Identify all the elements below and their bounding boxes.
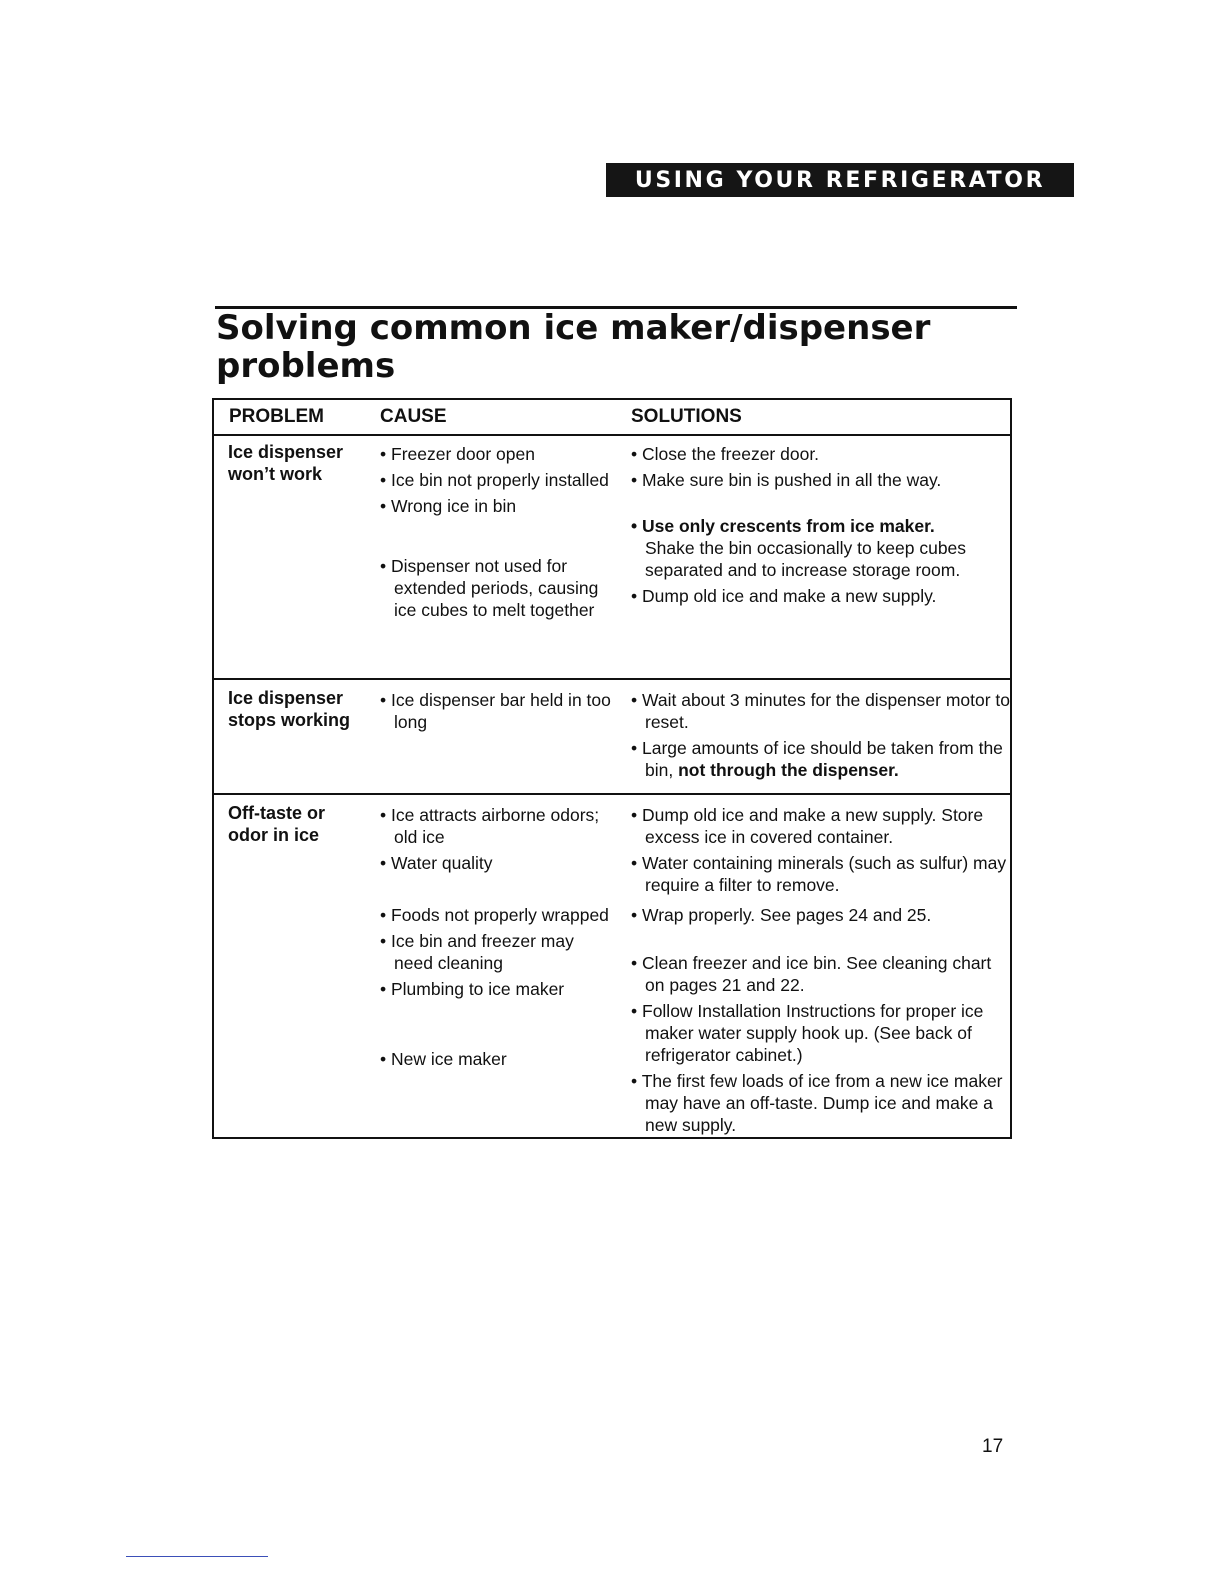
- header-solutions: SOLUTIONS: [631, 406, 742, 427]
- troubleshooting-table: [212, 398, 1012, 1139]
- page-title: Solving common ice maker/dispenser problems: [216, 308, 931, 386]
- cause-list: [380, 689, 615, 737]
- solution-emphasis: not through the dispenser.: [678, 760, 899, 780]
- problem-label: Ice dispenser stops working: [228, 688, 351, 730]
- solution-list: [631, 443, 1011, 611]
- cause-item: • Wrong ice in bin: [380, 495, 615, 517]
- cause-item: • Ice dispenser bar held in too long: [380, 689, 615, 733]
- solution-item: • Make sure bin is pushed in all the way.: [631, 469, 1011, 491]
- solution-text: Large amounts of ice should be taken from the bin,: [642, 738, 1003, 780]
- problem-label: Off-taste or odor in ice: [228, 803, 326, 845]
- solution-item: • Close the freezer door.: [631, 443, 1011, 465]
- cause-item: • Ice attracts airborne odors; old ice: [380, 804, 615, 848]
- solution-detail: Shake the bin occasionally to keep cubes separated and to increase storage room.: [645, 538, 967, 580]
- section-banner: USING YOUR REFRIGERATOR: [606, 163, 1074, 197]
- cause-list: [380, 804, 615, 1074]
- header-problem: PROBLEM: [229, 406, 324, 427]
- solution-item: • Wait about 3 minutes for the dispenser motor to reset.: [631, 689, 1011, 733]
- cause-list: [380, 443, 615, 625]
- cause-item: • Ice bin not properly installed: [380, 469, 615, 491]
- table-row: [214, 795, 1010, 1137]
- table-row: [214, 680, 1010, 795]
- solution-item: • Clean freezer and ice bin. See cleaning chart on pages 21 and 22.: [631, 952, 1011, 996]
- solution-item: • The first few loads of ice from a new ice maker may have an off-taste. Dump ice and make a new supply.: [631, 1070, 1011, 1136]
- solution-list: [631, 804, 1011, 1140]
- cause-item: • Freezer door open: [380, 443, 615, 465]
- cause-item: • Plumbing to ice maker: [380, 978, 615, 1000]
- cause-item: • New ice maker: [380, 1048, 615, 1070]
- header-cause: CAUSE: [380, 406, 447, 427]
- page-number: 17: [982, 1436, 1004, 1457]
- cause-item: • Water quality: [380, 852, 615, 874]
- solution-item: [631, 737, 1011, 781]
- problem-label: Ice dispenser won’t work: [228, 442, 344, 484]
- cause-item: • Foods not properly wrapped: [380, 904, 615, 926]
- solution-item: • Wrap properly. See pages 24 and 25.: [631, 904, 1011, 926]
- solution-item: • Dump old ice and make a new supply. Store excess ice in covered container.: [631, 804, 1011, 848]
- solution-item: • Use only crescents from ice maker.: [631, 515, 1011, 537]
- table-header: [214, 400, 1010, 436]
- solution-item: • Water containing minerals (such as sulfur) may require a filter to remove.: [631, 852, 1011, 896]
- solution-item: • Dump old ice and make a new supply.: [631, 585, 1011, 607]
- solution-item: • Follow Installation Instructions for proper ice maker water supply hook up. (See back of refrigerator cabinet.): [631, 1000, 1011, 1066]
- cause-item: • Dispenser not used for extended periods, causing ice cubes to melt together: [380, 555, 615, 621]
- footer-rule: [126, 1556, 268, 1557]
- solution-list: [631, 689, 1011, 781]
- cause-item: • Ice bin and freezer may need cleaning: [380, 930, 615, 974]
- table-row: [214, 434, 1010, 680]
